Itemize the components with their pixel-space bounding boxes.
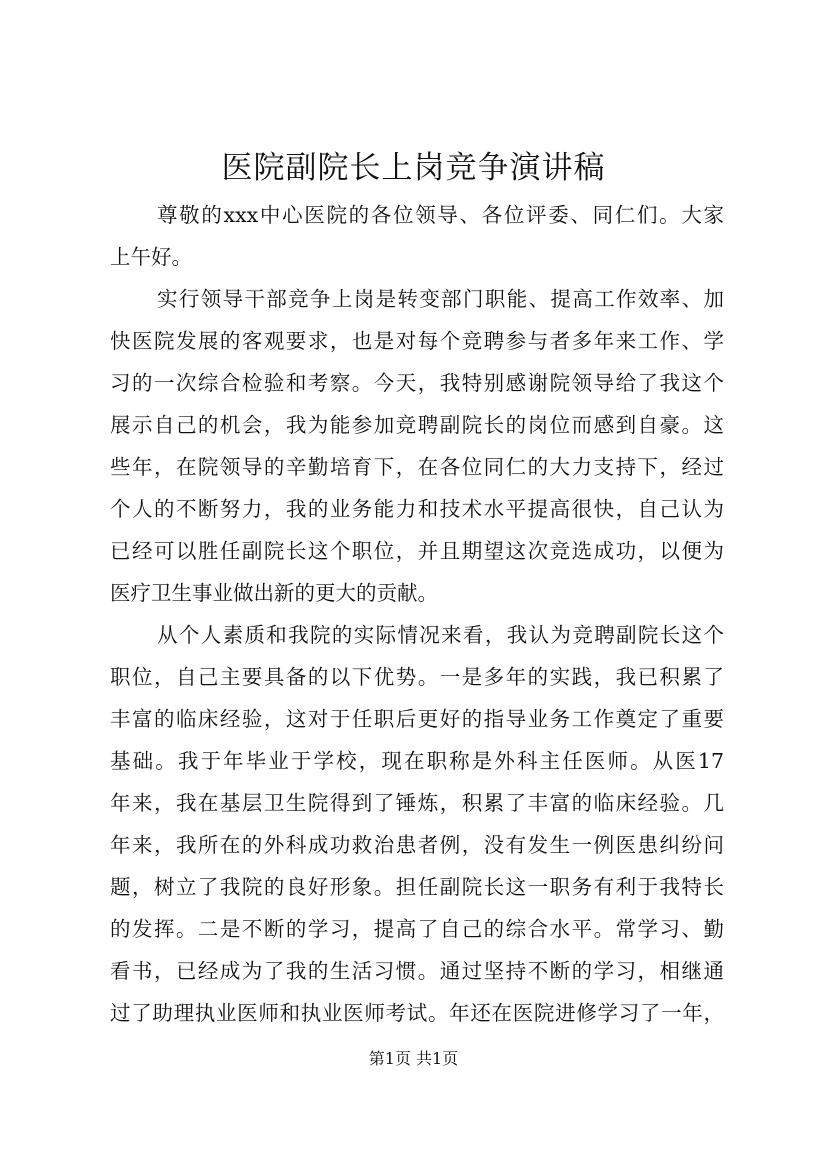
document-title: 医院副院长上岗竞争演讲稿 [221,150,606,186]
paragraph-line: 从个人素质和我院的实际情况来看，我认为竞聘副院长这个 [157,623,724,647]
paragraph-line: 年来，我在基层卫生院得到了锤炼，积累了丰富的临床经验。几 [110,791,724,815]
paragraph-line: 医疗卫生事业做出新的更大的贡献。 [110,581,438,605]
document-body [110,194,724,1034]
paragraph-line: 职位，自己主要具备的以下优势。一是多年的实践，我已积累了 [110,665,724,689]
paragraph-line: 过了助理执业医师和执业医师考试。年还在医院进修学习了一年， [110,1001,724,1025]
paragraph-line: 个人的不断努力，我的业务能力和技术水平提高很快，自己认为 [110,497,724,521]
paragraph-line: 年来，我所在的外科成功救治患者例，没有发生一例医患纠纷问 [110,833,724,857]
paragraph-line: 的发挥。二是不断的学习，提高了自己的综合水平。常学习、勤 [110,917,724,941]
paragraph-line: 实行领导干部竞争上岗是转变部门职能、提高工作效率、加 [157,287,724,311]
paragraph-line: 快医院发展的客观要求，也是对每个竞聘参与者多年来工作、学 [110,329,724,353]
paragraph-line: 展示自己的机会，我为能参加竞聘副院长的岗位而感到自豪。这 [110,413,724,437]
paragraph-line: 基础。我于年毕业于学校，现在职称是外科主任医师。从医17 [110,749,724,773]
paragraph-line: 尊敬的xxx中心医院的各位领导、各位评委、同仁们。大家 [157,203,724,227]
paragraph-line: 些年，在院领导的辛勤培育下，在各位同仁的大力支持下，经过 [110,455,724,479]
page-footer: 第1页 共1页 [368,1049,459,1068]
paragraph-line: 看书，已经成为了我的生活习惯。通过坚持不断的学习，相继通 [110,959,724,983]
paragraph-line: 丰富的临床经验，这对于任职后更好的指导业务工作奠定了重要 [110,707,724,731]
paragraph-line: 已经可以胜任副院长这个职位，并且期望这次竞选成功，以便为 [110,539,724,563]
paragraph-line: 上午好。 [110,245,192,269]
paragraph-line: 题，树立了我院的良好形象。担任副院长这一职务有利于我特长 [110,875,724,899]
paragraph-line: 习的一次综合检验和考察。今天，我特别感谢院领导给了我这个 [110,371,724,395]
